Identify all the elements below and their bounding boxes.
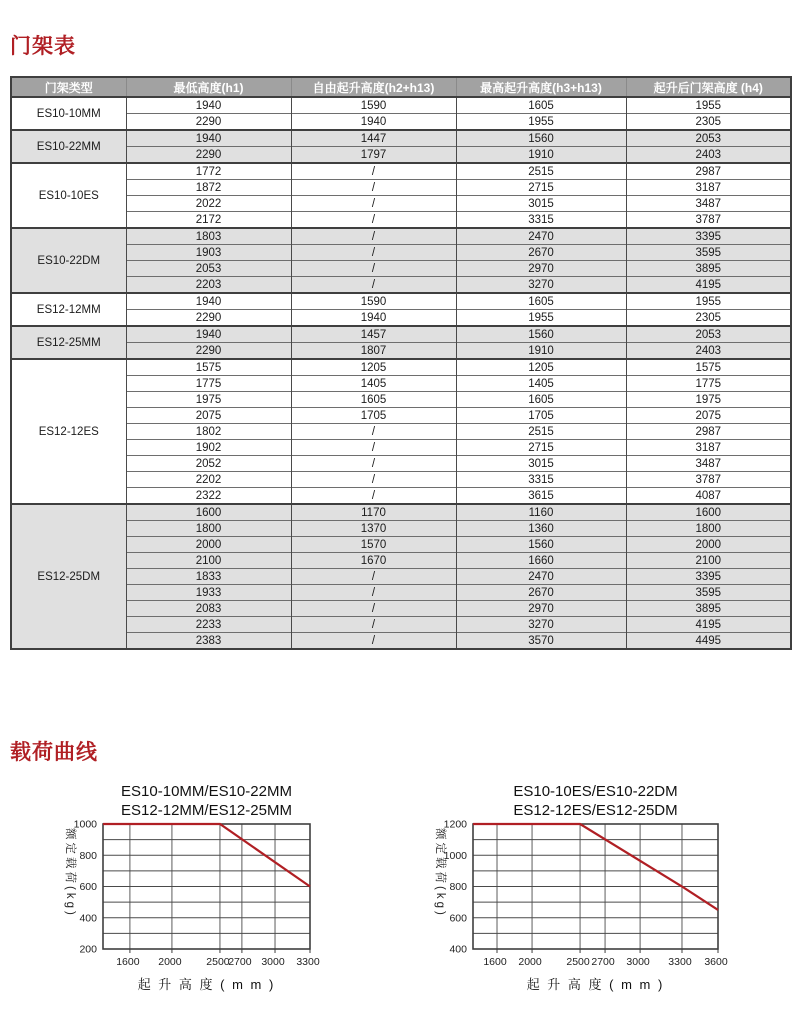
mast-table-title: 门架表 [10, 35, 76, 58]
value-cell: 1975 [126, 392, 291, 408]
value-cell: 1910 [456, 147, 626, 164]
value-cell: 2000 [626, 537, 791, 553]
value-cell: 1590 [291, 293, 456, 310]
value-cell: 2715 [456, 440, 626, 456]
value-cell: 2172 [126, 212, 291, 229]
value-cell: 1160 [456, 504, 626, 521]
value-cell: 3315 [456, 212, 626, 229]
value-cell: 4195 [626, 277, 791, 294]
model-cell: ES12-25MM [11, 326, 126, 359]
value-cell: 1940 [291, 114, 456, 131]
value-cell: 3487 [626, 196, 791, 212]
table-row [11, 617, 791, 633]
value-cell: 3895 [626, 601, 791, 617]
value-cell: 3595 [626, 245, 791, 261]
chart-title: ES12-12MM/ES12-25MM [121, 802, 292, 819]
value-cell: 2322 [126, 488, 291, 505]
column-header: 起升后门架高度 (h4) [626, 77, 791, 97]
value-cell: 1975 [626, 392, 791, 408]
value-cell: 1575 [126, 359, 291, 376]
value-cell: 1775 [626, 376, 791, 392]
value-cell: 1560 [456, 326, 626, 343]
value-cell: 1370 [291, 521, 456, 537]
value-cell: 1605 [456, 97, 626, 114]
value-cell: 1772 [126, 163, 291, 180]
table-row [11, 196, 791, 212]
table-row [11, 310, 791, 327]
value-cell: / [291, 585, 456, 601]
load-charts-row [33, 782, 733, 994]
value-cell: 1940 [126, 293, 291, 310]
value-cell: 1605 [456, 392, 626, 408]
table-row [11, 424, 791, 440]
value-cell: 1807 [291, 343, 456, 360]
value-cell: 3570 [456, 633, 626, 650]
load-curve-line [473, 824, 718, 910]
y-axis-label: 额定载荷(kg) [434, 828, 446, 918]
table-row [11, 130, 791, 147]
value-cell: 1803 [126, 228, 291, 245]
value-cell: / [291, 180, 456, 196]
table-row [11, 293, 791, 310]
x-tick-label: 3300 [668, 956, 692, 968]
x-axis-label: 起 升 高 度 ( m m ) [526, 977, 665, 992]
value-cell: 1872 [126, 180, 291, 196]
table-row [11, 504, 791, 521]
value-cell: 2290 [126, 147, 291, 164]
value-cell: 2987 [626, 163, 791, 180]
value-cell: 1447 [291, 130, 456, 147]
value-cell: 2233 [126, 617, 291, 633]
load-curve-title: 载荷曲线 [10, 741, 98, 764]
value-cell: 1705 [291, 408, 456, 424]
value-cell: 2075 [126, 408, 291, 424]
value-cell: / [291, 617, 456, 633]
y-tick-label: 1200 [443, 818, 467, 831]
value-cell: 1940 [291, 310, 456, 327]
x-tick-label: 1600 [483, 956, 507, 968]
model-cell: ES12-25DM [11, 504, 126, 649]
x-tick-label: 3000 [261, 956, 285, 968]
table-row [11, 163, 791, 180]
value-cell: 2987 [626, 424, 791, 440]
table-row [11, 440, 791, 456]
value-cell: 2290 [126, 310, 291, 327]
value-cell: 1560 [456, 130, 626, 147]
value-cell: 1170 [291, 504, 456, 521]
y-tick-label: 1000 [73, 818, 97, 831]
value-cell: 1902 [126, 440, 291, 456]
load-chart-mm-models [33, 782, 363, 994]
y-tick-label: 400 [449, 943, 467, 956]
value-cell: 3615 [456, 488, 626, 505]
value-cell: 4495 [626, 633, 791, 650]
model-cell: ES12-12ES [11, 359, 126, 504]
model-cell: ES10-22MM [11, 130, 126, 163]
value-cell: 3895 [626, 261, 791, 277]
value-cell: 1205 [291, 359, 456, 376]
value-cell: 2000 [126, 537, 291, 553]
value-cell: 1940 [126, 326, 291, 343]
chart-title: ES12-12ES/ES12-25DM [513, 802, 678, 819]
value-cell: / [291, 472, 456, 488]
value-cell: / [291, 163, 456, 180]
table-row [11, 114, 791, 131]
value-cell: / [291, 569, 456, 585]
value-cell: 1940 [126, 130, 291, 147]
x-tick-label: 3300 [296, 956, 320, 968]
table-row [11, 97, 791, 114]
model-cell: ES10-22DM [11, 228, 126, 293]
value-cell: 2383 [126, 633, 291, 650]
x-tick-label: 3600 [704, 956, 728, 968]
value-cell: / [291, 601, 456, 617]
value-cell: 2290 [126, 114, 291, 131]
table-row [11, 569, 791, 585]
x-tick-label: 2700 [591, 956, 615, 968]
table-row [11, 212, 791, 229]
value-cell: 3395 [626, 569, 791, 585]
value-cell: 2670 [456, 245, 626, 261]
table-row [11, 633, 791, 650]
table-row [11, 601, 791, 617]
table-row [11, 585, 791, 601]
column-header: 最低高度(h1) [126, 77, 291, 97]
x-tick-label: 2000 [518, 956, 542, 968]
value-cell: 1800 [626, 521, 791, 537]
y-tick-label: 600 [79, 881, 97, 893]
value-cell: 2515 [456, 424, 626, 440]
value-cell: 2970 [456, 601, 626, 617]
value-cell: 3187 [626, 180, 791, 196]
model-cell: ES12-12MM [11, 293, 126, 326]
value-cell: 1705 [456, 408, 626, 424]
value-cell: 1955 [626, 97, 791, 114]
value-cell: 3315 [456, 472, 626, 488]
value-cell: 1575 [626, 359, 791, 376]
value-cell: 2470 [456, 569, 626, 585]
value-cell: 1955 [456, 114, 626, 131]
y-tick-label: 600 [449, 912, 467, 925]
table-row [11, 245, 791, 261]
value-cell: / [291, 212, 456, 229]
table-row [11, 392, 791, 408]
x-tick-label: 2700 [228, 956, 252, 968]
value-cell: 3015 [456, 456, 626, 472]
value-cell: 3187 [626, 440, 791, 456]
y-tick-label: 800 [79, 849, 97, 862]
model-cell: ES10-10MM [11, 97, 126, 130]
value-cell: 2403 [626, 147, 791, 164]
value-cell: 1360 [456, 521, 626, 537]
value-cell: 2053 [626, 130, 791, 147]
table-row [11, 228, 791, 245]
table-row [11, 376, 791, 392]
value-cell: 1670 [291, 553, 456, 569]
x-tick-label: 3000 [626, 956, 650, 968]
table-row [11, 277, 791, 294]
value-cell: 2022 [126, 196, 291, 212]
value-cell: 1405 [456, 376, 626, 392]
value-cell: 3595 [626, 585, 791, 601]
table-row [11, 180, 791, 196]
value-cell: 1570 [291, 537, 456, 553]
table-row [11, 553, 791, 569]
value-cell: / [291, 488, 456, 505]
value-cell: / [291, 424, 456, 440]
value-cell: 1833 [126, 569, 291, 585]
table-row [11, 359, 791, 376]
value-cell: 2403 [626, 343, 791, 360]
value-cell: 1405 [291, 376, 456, 392]
value-cell: 1605 [291, 392, 456, 408]
value-cell: 2970 [456, 261, 626, 277]
chart-title: ES10-10ES/ES10-22DM [513, 783, 678, 800]
value-cell: 1802 [126, 424, 291, 440]
value-cell: 1955 [456, 310, 626, 327]
y-tick-label: 1000 [443, 849, 467, 862]
value-cell: / [291, 440, 456, 456]
table-row [11, 472, 791, 488]
value-cell: 2100 [126, 553, 291, 569]
value-cell: 1933 [126, 585, 291, 601]
value-cell: 1955 [626, 293, 791, 310]
value-cell: 2305 [626, 310, 791, 327]
value-cell: 3395 [626, 228, 791, 245]
table-row [11, 326, 791, 343]
y-tick-label: 800 [449, 881, 467, 893]
value-cell: 2670 [456, 585, 626, 601]
value-cell: 1605 [456, 293, 626, 310]
chart-title: ES10-10MM/ES10-22MM [121, 783, 292, 800]
value-cell: 2052 [126, 456, 291, 472]
value-cell: 1600 [126, 504, 291, 521]
value-cell: 2083 [126, 601, 291, 617]
table-row [11, 456, 791, 472]
column-header: 门架类型 [11, 77, 126, 97]
value-cell: 3015 [456, 196, 626, 212]
table-row [11, 537, 791, 553]
value-cell: / [291, 456, 456, 472]
table-row [11, 521, 791, 537]
value-cell: 2202 [126, 472, 291, 488]
table-row [11, 408, 791, 424]
value-cell: 2290 [126, 343, 291, 360]
value-cell: 2470 [456, 228, 626, 245]
x-tick-label: 2500 [206, 956, 230, 968]
value-cell: 1590 [291, 97, 456, 114]
value-cell: / [291, 228, 456, 245]
value-cell: 1800 [126, 521, 291, 537]
value-cell: 2515 [456, 163, 626, 180]
value-cell: 1457 [291, 326, 456, 343]
value-cell: 3270 [456, 617, 626, 633]
value-cell: 4087 [626, 488, 791, 505]
value-cell: 1560 [456, 537, 626, 553]
value-cell: 1910 [456, 343, 626, 360]
value-cell: 2203 [126, 277, 291, 294]
value-cell: 3787 [626, 472, 791, 488]
value-cell: 1940 [126, 97, 291, 114]
value-cell: 2053 [626, 326, 791, 343]
value-cell: 1797 [291, 147, 456, 164]
value-cell: 2075 [626, 408, 791, 424]
table-row [11, 147, 791, 164]
value-cell: 1660 [456, 553, 626, 569]
value-cell: 1903 [126, 245, 291, 261]
value-cell: 4195 [626, 617, 791, 633]
table-header-row [11, 77, 791, 97]
value-cell: / [291, 196, 456, 212]
value-cell: 3787 [626, 212, 791, 229]
table-row [11, 343, 791, 360]
x-tick-label: 2500 [566, 956, 590, 968]
load-chart-es-dm-models [403, 782, 733, 994]
value-cell: / [291, 261, 456, 277]
value-cell: 2305 [626, 114, 791, 131]
y-tick-label: 400 [79, 912, 97, 925]
x-axis-label: 起 升 高 度 ( m m ) [137, 977, 276, 992]
x-tick-label: 2000 [158, 956, 182, 968]
value-cell: 2715 [456, 180, 626, 196]
column-header: 自由起升高度(h2+h13) [291, 77, 456, 97]
column-header: 最高起升高度(h3+h13) [456, 77, 626, 97]
value-cell: / [291, 277, 456, 294]
y-axis-label: 额定载荷(kg) [64, 828, 76, 918]
x-tick-label: 1600 [116, 956, 140, 968]
value-cell: 3270 [456, 277, 626, 294]
value-cell: 1205 [456, 359, 626, 376]
table-row [11, 261, 791, 277]
value-cell: 1775 [126, 376, 291, 392]
value-cell: 2100 [626, 553, 791, 569]
value-cell: 1600 [626, 504, 791, 521]
value-cell: 3487 [626, 456, 791, 472]
value-cell: / [291, 245, 456, 261]
y-tick-label: 200 [79, 943, 97, 956]
value-cell: 2053 [126, 261, 291, 277]
mast-table [10, 76, 792, 650]
table-row [11, 488, 791, 505]
value-cell: / [291, 633, 456, 650]
model-cell: ES10-10ES [11, 163, 126, 228]
